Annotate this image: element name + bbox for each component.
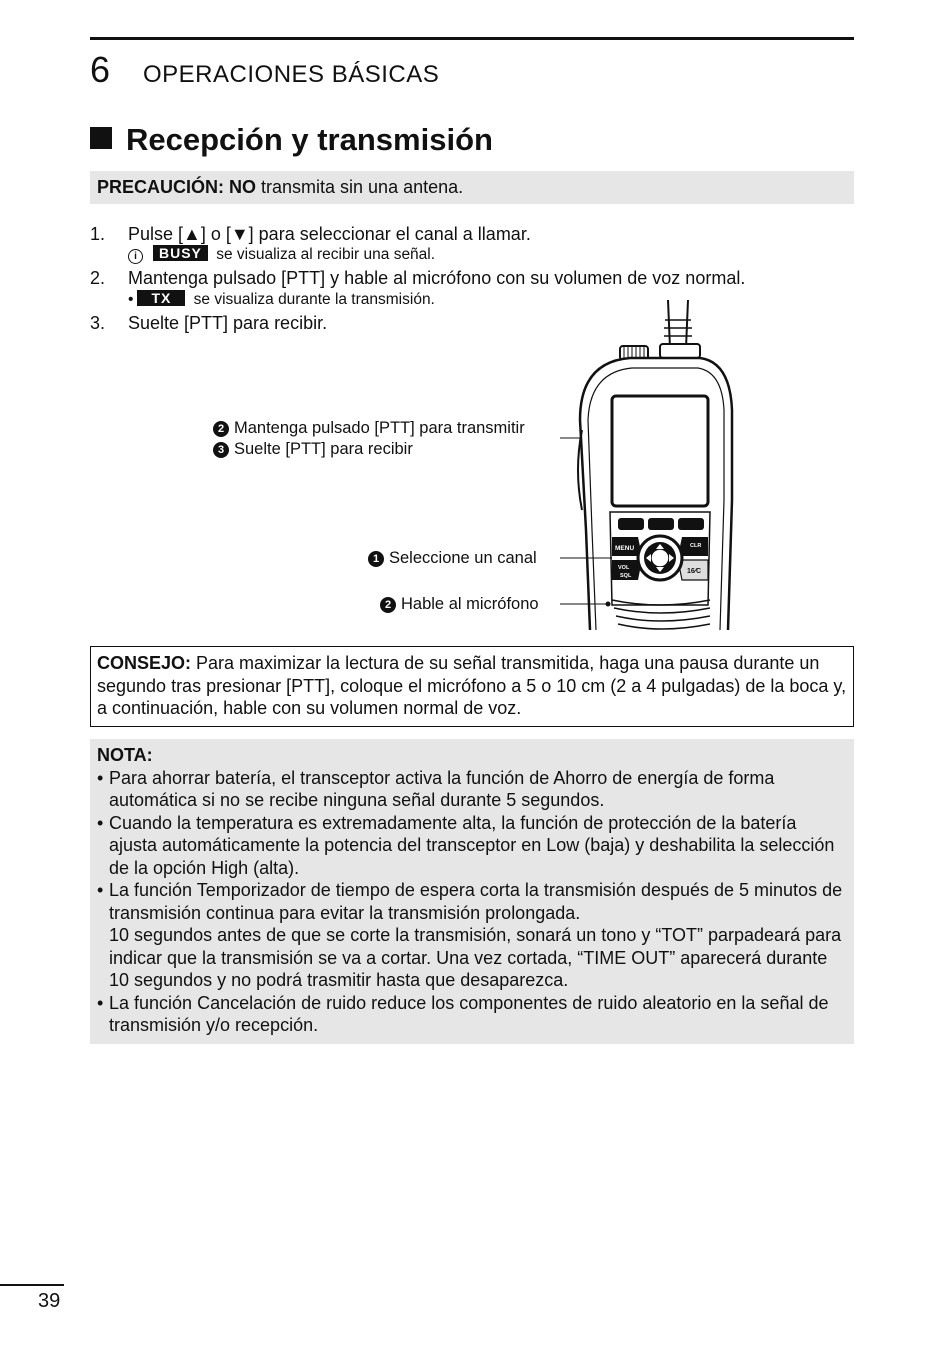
note-bullet: • bbox=[97, 767, 104, 788]
busy-tag: BUSY bbox=[153, 245, 208, 261]
callout-ptt-transmit bbox=[213, 418, 525, 439]
step-1-sub-text: se visualiza al recibir una señal. bbox=[216, 246, 436, 263]
antenna-base bbox=[660, 344, 700, 358]
note-item bbox=[97, 992, 847, 1037]
note-item bbox=[97, 879, 847, 924]
caution-label: PRECAUCIÓN: NO bbox=[97, 177, 257, 197]
note-item-extra: 10 segundos antes de que se corte la transmisión, sonará un tono y “TOT” parpadeará para indicar que la transmisión se va a cortar. Una vez cortada, “TIME OUT” aparecerá durante 10 segundos y no podrá trasmitir hasta que desaparezca. bbox=[109, 925, 842, 990]
page-number: 39 bbox=[38, 1290, 61, 1312]
badge-3-icon: 3 bbox=[213, 442, 229, 458]
callout-speak-mic-text: Hable al micrófono bbox=[401, 595, 539, 613]
step-1-number: 1. bbox=[90, 224, 106, 244]
step-2-sub-text: se visualiza durante la transmisión. bbox=[193, 291, 435, 308]
square-bullet-icon bbox=[90, 127, 112, 149]
svg-text:CLR: CLR bbox=[690, 543, 702, 549]
tip-label: CONSEJO: bbox=[97, 653, 192, 673]
note-item-text: La función Cancelación de ruido reduce los componentes de ruido aleatorio en la señal de transmisión y/o recepción. bbox=[109, 992, 829, 1035]
callout-ptt-transmit-text: Mantenga pulsado [PTT] para transmitir bbox=[234, 419, 525, 437]
note-box bbox=[90, 739, 854, 1044]
radio-illustration bbox=[560, 300, 740, 630]
svg-text:SQL: SQL bbox=[620, 573, 632, 579]
tip-box bbox=[90, 646, 854, 727]
section-title-row bbox=[90, 120, 493, 160]
step-1-text: Pulse [▲] o [▼] para seleccionar el canal a llamar. bbox=[128, 224, 531, 244]
note-label: NOTA: bbox=[97, 745, 153, 765]
badge-2-icon: 2 bbox=[213, 421, 229, 437]
note-bullet: • bbox=[97, 880, 104, 900]
note-item-text: Para ahorrar batería, el transceptor activa la función de Ahorro de energía de forma automática si no se recibe ninguna señal durante 5 segundos. bbox=[109, 767, 775, 810]
section-title: Recepción y transmisión bbox=[126, 122, 493, 157]
chapter-title: OPERACIONES BÁSICAS bbox=[143, 61, 440, 88]
tx-tag: TX bbox=[137, 290, 185, 306]
step-2-bullet: • bbox=[128, 291, 134, 308]
note-item bbox=[97, 767, 847, 812]
step-2-sub bbox=[128, 290, 435, 310]
mic-hole bbox=[606, 602, 611, 607]
callout-speak-mic bbox=[380, 594, 539, 615]
note-bullet: • bbox=[97, 812, 104, 833]
svg-text:VOL: VOL bbox=[618, 565, 630, 571]
antenna bbox=[668, 300, 688, 348]
note-item-text: La función Temporizador de tiempo de espera corta la transmisión después de 5 minutos de transmisión continua para evitar la transmisión prolongada. bbox=[109, 880, 843, 923]
note-item bbox=[97, 812, 847, 880]
step-2-text: Mantenga pulsado [PTT] y hable al micrófono con su volumen de voz normal. bbox=[128, 268, 746, 288]
note-item-text: Cuando la temperatura es extremadamente alta, la función de protección de la batería ajusta automáticamente la potencia del transceptor en Low (baja) y deshabilita la selección de la opción High (alta). bbox=[109, 812, 835, 878]
step-1-sub bbox=[128, 245, 435, 265]
radio-screen bbox=[612, 396, 708, 506]
callout-select-channel bbox=[368, 548, 537, 569]
callout-select-channel-text: Seleccione un canal bbox=[389, 549, 537, 567]
tip-text: Para maximizar la lectura de su señal transmitida, haga una pausa durante un segundo tras presionar [PTT], coloque el micrófono a 5 o 10 cm (2 a 4 pulgadas) de la boca y, a continuación, hable con su volumen normal de voz. bbox=[97, 653, 847, 718]
svg-text:16⁄C: 16⁄C bbox=[687, 568, 702, 575]
footer-rule bbox=[0, 1284, 64, 1286]
badge-1-icon: 1 bbox=[368, 551, 384, 567]
info-icon: i bbox=[128, 249, 143, 264]
caution-box bbox=[90, 171, 854, 204]
callout-ptt-release bbox=[213, 439, 413, 460]
menu-key-label: MENU bbox=[615, 545, 635, 552]
step-2-number: 2. bbox=[90, 268, 106, 288]
step-3-number: 3. bbox=[90, 313, 106, 333]
caution-text: transmita sin una antena. bbox=[256, 177, 464, 197]
callout-ptt-release-text: Suelte [PTT] para recibir bbox=[234, 440, 413, 458]
step-3-text: Suelte [PTT] para recibir. bbox=[128, 313, 328, 333]
chapter-number: 6 bbox=[90, 49, 111, 90]
note-bullet: • bbox=[97, 992, 104, 1013]
header-rule bbox=[90, 37, 854, 40]
badge-2b-icon: 2 bbox=[380, 597, 396, 613]
